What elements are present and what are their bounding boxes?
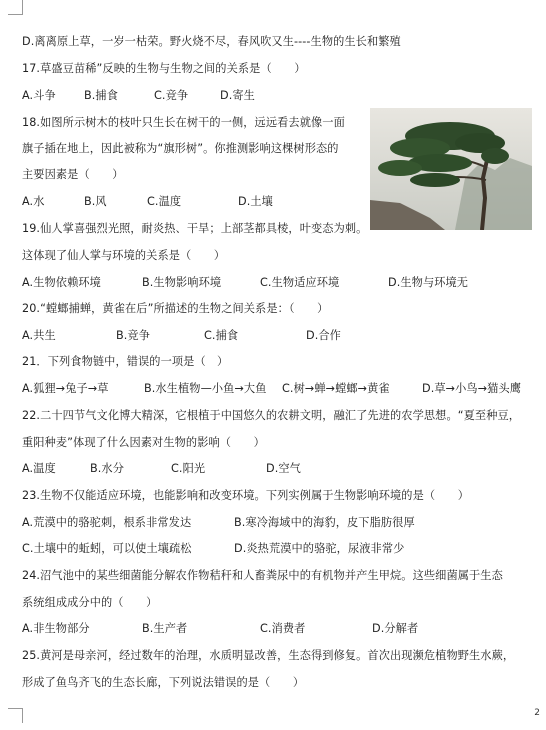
question-21: 21．下列食物链中，错误的一项是（ ）: [22, 355, 229, 368]
option-19d[interactable]: D.生物与环境无: [388, 276, 469, 289]
option-18d[interactable]: D.土壤: [238, 195, 273, 208]
option-23b[interactable]: B.寒冷海域中的海豹，皮下脂肪很厚: [234, 516, 415, 529]
question-18-line2: 旗子插在地上，因此被称为“旗形树”。你推测影响这棵树形态的: [22, 142, 339, 155]
question-24-line1: 24.沼气池中的某些细菌能分解农作物秸秆和人畜粪尿中的有机物并产生甲烷。这些细菌属于生态: [22, 569, 503, 582]
option-21a[interactable]: A.狐狸→兔子→草: [22, 382, 109, 395]
option-24c[interactable]: C.消费者: [260, 622, 306, 635]
option-18b[interactable]: B.风: [84, 195, 107, 208]
option-18a[interactable]: A.水: [22, 195, 45, 208]
question-18-line1: 18.如图所示树木的枝叶只生长在树干的一侧，远远看去就像一面: [22, 116, 345, 129]
option-19a[interactable]: A.生物依赖环境: [22, 276, 101, 289]
option-18c[interactable]: C.温度: [147, 195, 182, 208]
option-20b[interactable]: B.竞争: [116, 329, 151, 342]
crop-mark-bottom-left: [8, 708, 23, 723]
option-23a[interactable]: A.荒漠中的骆驼刺，根系非常发达: [22, 516, 192, 529]
crop-mark-top-left: [8, 0, 23, 15]
option-20a[interactable]: A.共生: [22, 329, 56, 342]
question-19-line1: 19.仙人掌喜强烈光照，耐炎热、干旱；上部茎都具棱，叶变态为刺。: [22, 222, 368, 235]
option-21c[interactable]: C.树→蝉→螳螂→黄雀: [282, 382, 390, 395]
question-20: 20.“螳螂捕蝉，黄雀在后”所描述的生物之间关系是：（ ）: [22, 302, 329, 315]
question-23: 23.生物不仅能适应环境，也能影响和改变环境。下列实例属于生物影响环境的是（ ）: [22, 489, 470, 502]
question-24-line2: 系统组成成分中的（ ）: [22, 596, 158, 609]
question-17: 17.草盛豆苗稀”反映的生物与生物之间的关系是（ ）: [22, 62, 306, 75]
question-25-line1: 25.黄河是母亲河，经过数年的治理，水质明显改善，生态得到修复。首次出现濒危植物野生水蕨，: [22, 649, 515, 662]
option-17c[interactable]: C.竞争: [154, 89, 189, 102]
option-17b[interactable]: B.捕食: [84, 89, 119, 102]
option-21d[interactable]: D.草→小鸟→猫头鹰: [422, 382, 522, 395]
option-23d[interactable]: D.炎热荒漠中的骆驼，尿液非常少: [234, 542, 405, 555]
question-18-line3: 主要因素是（ ）: [22, 168, 124, 181]
option-19c[interactable]: C.生物适应环境: [260, 276, 340, 289]
option-20d[interactable]: D.合作: [306, 329, 341, 342]
option-24b[interactable]: B.生产者: [142, 622, 188, 635]
option-24d[interactable]: D.分解者: [372, 622, 419, 635]
option-22a[interactable]: A.温度: [22, 462, 56, 475]
option-22d[interactable]: D.空气: [266, 462, 301, 475]
option-21b[interactable]: B.水生植物—小鱼→大鱼: [144, 382, 267, 395]
option-23c[interactable]: C.土壤中的蚯蚓，可以使土壤疏松: [22, 542, 192, 555]
option-22c[interactable]: C.阳光: [171, 462, 206, 475]
question-25-line2: 形成了鱼鸟齐飞的生态长廊，下列说法错误的是（ ）: [22, 676, 305, 689]
question-22-line2: 重阳种麦”体现了什么因素对生物的影响（ ）: [22, 436, 265, 449]
option-20c[interactable]: C.捕食: [204, 329, 239, 342]
page-number: 2: [534, 708, 540, 718]
option-19b[interactable]: B.生物影响环境: [142, 276, 222, 289]
question-22-line1: 22.二十四节气文化博大精深，它根植于中国悠久的农耕文明，融汇了先进的农学思想。“夏至种豆，: [22, 409, 521, 422]
question-19-line2: 这体现了仙人掌与环境的关系是（ ）: [22, 249, 226, 262]
flag-tree-image: [370, 108, 532, 230]
option-24a[interactable]: A.非生物部分: [22, 622, 90, 635]
option-22b[interactable]: B.水分: [90, 462, 125, 475]
line-d-option-q16: D.离离原上草，一岁一枯荣。野火烧不尽，春风吹又生----生物的生长和繁殖: [22, 35, 401, 48]
option-17d[interactable]: D.寄生: [220, 89, 255, 102]
option-17a[interactable]: A.斗争: [22, 89, 56, 102]
